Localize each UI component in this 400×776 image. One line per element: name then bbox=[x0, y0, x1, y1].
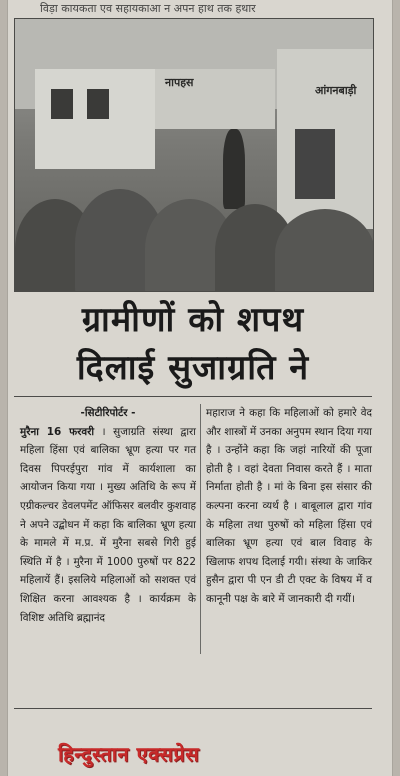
masthead-logo: हिन्दुस्तान एक्सप्रेस bbox=[58, 742, 200, 766]
headline-line-2: दिलाई सुजाग्रति ने bbox=[76, 348, 310, 388]
article-column-right bbox=[206, 404, 372, 609]
headline-rule bbox=[14, 396, 372, 397]
footer-rule bbox=[14, 708, 372, 709]
article-text-right: महाराज ने कहा कि महिलाओं को हमारे वेद और शास्त्रों में उनका अनुपम स्थान दिया गया है । उन्होंने कहा कि जहां नारियों की पूजा होती है । वहां देवता निवास करते हैं । माता निर्माता होती है । मां के बिना इस संसार की कल्पना करना व्यर्थ है । बाबूलाल द्वारा गांव के महिला तथा पुरुषों को महिला हिंसा एवं बालिका भ्रूण हत्या एवं बाल विवाह के खिलाफ शपथ दिलाई गयी। संस्था के जाकिर हुसैन द्वारा पी एन डी टी एक्ट के विषय में व कानूनी पक्ष के बारे में जानकारी दी गयीं। bbox=[206, 407, 372, 605]
byline: -सिटीरिपोर्टर - bbox=[80, 407, 136, 419]
news-photo bbox=[14, 18, 374, 292]
article-column-left bbox=[20, 404, 196, 627]
column-divider bbox=[200, 404, 201, 654]
photo-speaker bbox=[223, 129, 245, 209]
headline-line-1: ग्रामीणों को शपथ bbox=[81, 300, 305, 340]
photo-window bbox=[51, 89, 73, 119]
top-cut-text: विड़ा कायकता एव सहायकाआ न अपन हाथ तक हथार bbox=[40, 2, 256, 15]
photo-sign-center: नापहस bbox=[165, 76, 194, 89]
photo-crowd bbox=[275, 209, 374, 292]
article-text-left: । सुजाग्रति संस्था द्वारा महिला हिंसा एवं बालिका भ्रूण हत्या पर गत दिवस पिपरईपुरा गांव में कार्यशाला का आयोजन किया गया । मुख्य अतिथि के रूप में एग्रीकल्चर डेवलपमेंट ऑफिसर बलवीर कुशवाह ने अपने उद्बोधन में कहा कि बालिका भ्रूण हत्या के मामले में म.प्र. में मुरैना सबसे गिरी हुई स्थिति में है । मुरैना में 1000 पुरुषों पर 822 महिलायें हैं। इसलिये महिलाओं को सशक्त एवं शिक्षित करना आवश्यक है । कार्यक्रम के विशिष्ट अतिथि ब्रह्मानंद bbox=[20, 425, 196, 624]
dateline: मुरैना 16 फरवरी bbox=[20, 425, 95, 438]
headline bbox=[14, 296, 372, 392]
photo-doorway bbox=[295, 129, 335, 199]
photo-sign-right: आंगनबाड़ी bbox=[315, 84, 357, 97]
photo-building-left bbox=[35, 69, 155, 169]
photo-window bbox=[87, 89, 109, 119]
